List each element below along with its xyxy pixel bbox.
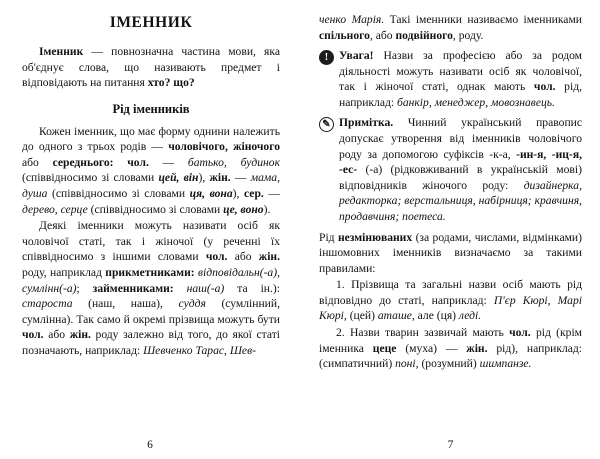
paragraph-continuation: ченко Марія. Такі іменники називаємо іменниками спільного, або подвійного, роду. [319, 13, 582, 42]
page-number-left: 6 [147, 439, 153, 451]
note-attention-text: Увага! Назви за професією або за родом діяльності можуть називати осіб як чоловічої, так і жіночої статі, однак мають чол. рід, наприклад: банкір, менеджер, мовознавець. [339, 49, 582, 109]
note-attention [319, 48, 582, 110]
paragraph-definition: Іменник — повнозначна частина мови, яка об'єднує слова, що називають предмет і відповідають на питання хто? що? [22, 45, 280, 90]
page-number-right: 7 [447, 439, 454, 451]
paragraph-rule-2: 2. Назви тварин зазвичай мають чол. рід (крім іменника цеце (муха) — жін. рід), наприклад: (симпатичний) поні, (розумний) шимпанзе. [319, 325, 583, 371]
note-remark [319, 115, 582, 224]
paragraph-rule-1: 1. Прізвища та загальні назви осіб мають рід відповідно до статі, наприклад: П'єр Кюрі, Марі Кюрі, (цей) аташе, але (ця) леді. [319, 278, 582, 323]
exclamation-icon: ! [319, 50, 334, 65]
paragraph-common-gender: Деякі іменники можуть називати осіб як чоловічої статі, так і жіночої (у реченні їх співвідносимо з іншими словами чол. або жін. роду, наприклад прикметниками: відповідальн(-а), сумлінн(-а); займенниками: наш(-а) та ін.): староста (наш, наша), суддя (сумлінний, сумлінна). Так само й окремі прізвища можуть бути чол. або жін. роду залежно від того, до якої статі позначають, наприклад: Шевченко Тарас, Шев- [22, 219, 281, 357]
note-remark-text: Примітка. Чинний український правопис допускає утворення від іменників чоловічого роду за допомогою суфіксів -к-а, -ин-я, -иц-я, -ес- (-а) (рідковживаний в українській мові) відповідників жіночого роду: дизайнерка, редакторка; верстальниця, набірниця; кравчиня, продавчиня; поетеса. [339, 116, 582, 223]
paragraph-indeclinable: Рід незмінюваних (за родами, числами, відмінками) іншомовних іменників визначаємо за такими правилами: [319, 230, 582, 275]
chapter-title: ІМЕННИК [109, 14, 193, 31]
section-title: Рід іменників [112, 101, 190, 116]
paragraph-genders: Кожен іменник, що має форму однини належить до одного з трьох родів — чоловічого, жіночого або середнього: чол. — батько, будинок (співвідносимо зі словами цей, він), жін. — мама, душа (співвідносимо зі словами ця, вона), сер. — дерево, серце (співвідносимо зі словами це, воно). [22, 124, 281, 216]
page-right [300, 0, 600, 459]
pencil-icon: ✎ [319, 117, 334, 132]
